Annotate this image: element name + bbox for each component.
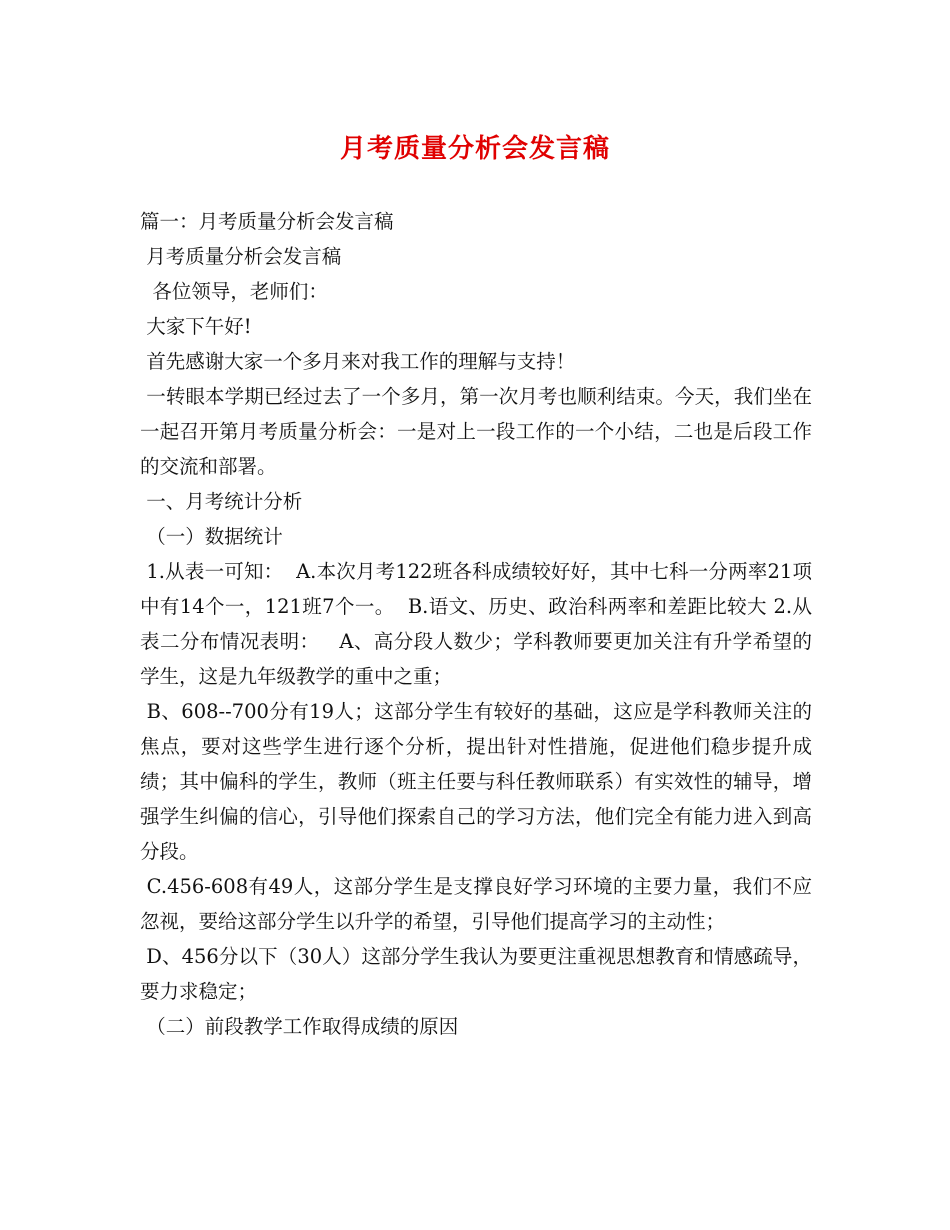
paragraph-heading-analysis: 一、月考统计分析 [140,490,303,513]
paragraph-heading-reasons: （二）前段教学工作取得成绩的原因 [140,1015,459,1038]
paragraph-subtitle: 月考质量分析会发言稿 [140,245,342,268]
document-body [140,204,812,1044]
paragraph-group-d: D、456分以下（30人）这部分学生我认为要更注重视思想教育和情感疏导，要力求稳定； [140,945,812,1003]
paragraph-section-heading: 篇一：月考质量分析会发言稿 [140,210,394,233]
paragraph-thanks: 首先感谢大家一个多月来对我工作的理解与支持！ [140,350,576,373]
paragraph-intro: 一转眼本学期已经过去了一个多月，第一次月考也顺利结束。今天，我们坐在一起召开第月考质量分析会：一是对上一段工作的一个小结，二也是后段工作的交流和部署。 [140,385,812,478]
paragraph-table-findings: 1.从表一可知： A.本次月考122班各科成绩较好好，其中七科一分两率21项中有14个一，121班7个一。 B.语文、历史、政治科两率和差距比较大 2.从表二分布情况表明： A、高分段人数少；学科教师要更加关注有升学希望的学生，这是九年级教学的重中之重； [140,560,812,688]
paragraph-group-b: B、608--700分有19人；这部分学生有较好的基础，这应是学科教师关注的焦点，要对这些学生进行逐个分析，提出针对性措施，促进他们稳步提升成绩；其中偏科的学生，教师（班主任要与科任教师联系）有实效性的辅导，增强学生纠偏的信心，引导他们探索自己的学习方法，他们完全有能力进入到高分段。 [140,700,812,863]
paragraph-greeting: 大家下午好! [140,315,252,338]
document-title: 月考质量分析会发言稿 [339,134,610,164]
paragraph-salutation: 各位领导，老师们： [140,280,328,303]
paragraph-heading-statistics: （一）数据统计 [140,525,283,548]
paragraph-group-c: C.456-608有49人，这部分学生是支撑良好学习环境的主要力量，我们不应忽视，要给这部分学生以升学的希望，引导他们提高学习的主动性； [140,875,813,933]
